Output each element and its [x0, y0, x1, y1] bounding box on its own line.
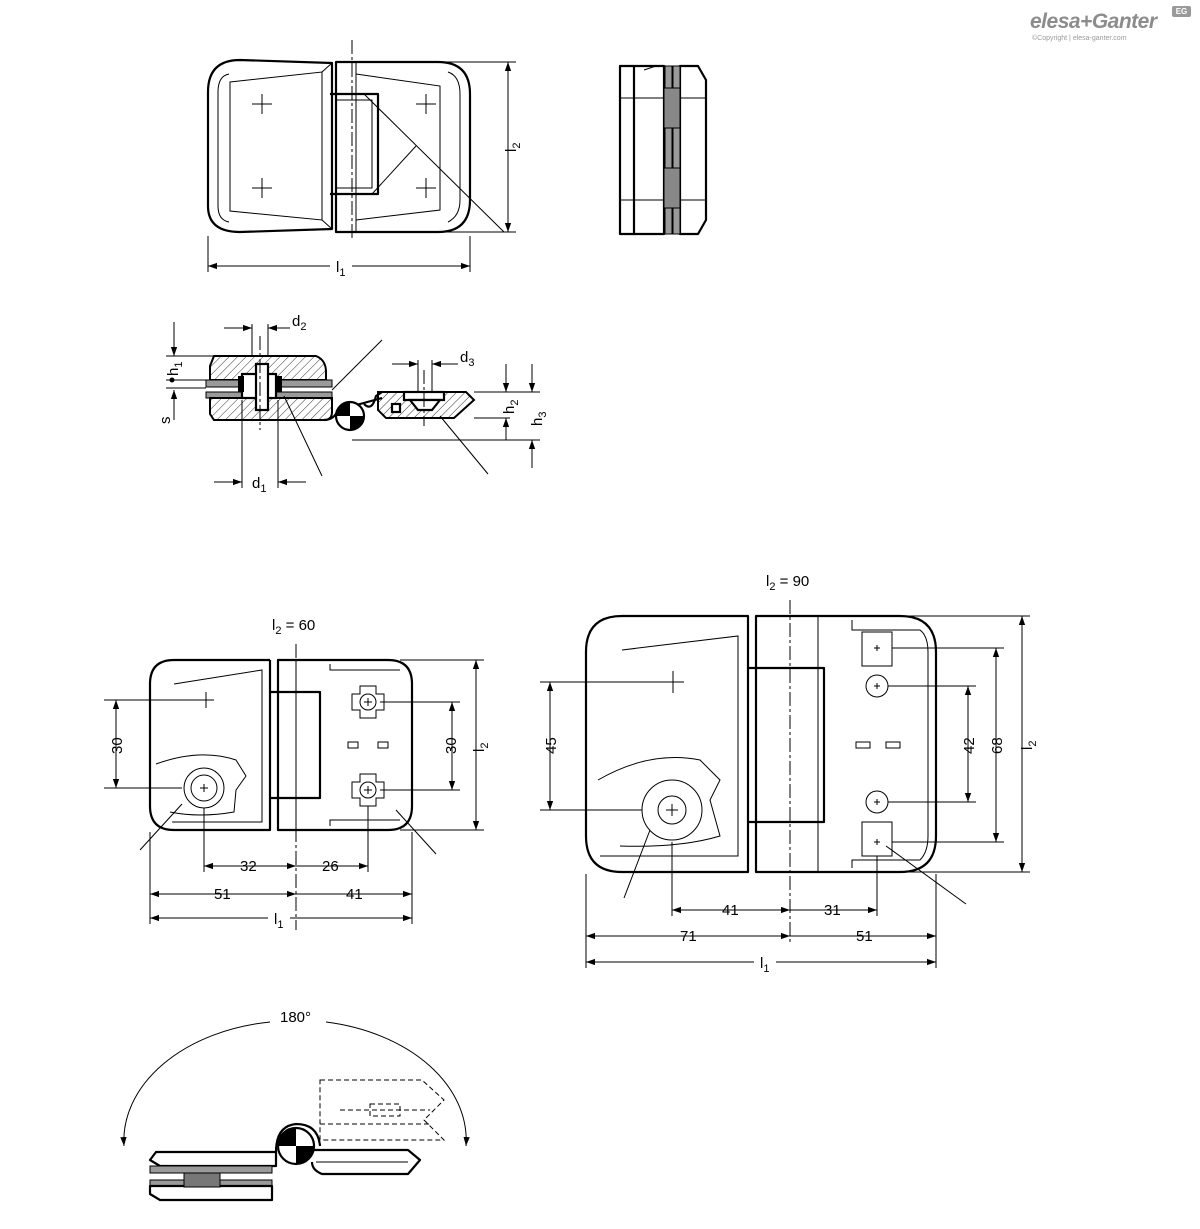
- large-title: $l_2 = 90$: [766, 573, 810, 593]
- angle-label: 180°: [280, 1009, 312, 1026]
- side-view-hinge: [620, 66, 706, 234]
- rotation-view: [124, 1009, 466, 1200]
- large-31: 31: [824, 902, 841, 919]
- d2-label: $d_2$: [292, 313, 307, 333]
- h3-label: $h_3$: [529, 411, 549, 426]
- large-41: 41: [722, 902, 739, 919]
- large-45: 45: [543, 737, 560, 754]
- crosshair-marks: [252, 94, 436, 198]
- small-l2-label: $l_2$: [471, 742, 491, 752]
- small-title: $l_2 = 60$: [272, 617, 316, 637]
- d1-label: $d_1$: [252, 475, 267, 495]
- large-l2-label: $l_2$: [1019, 740, 1039, 750]
- large-71: 71: [680, 928, 697, 945]
- copyright-text: ©Copyright | elesa-ganter.com: [1032, 35, 1127, 42]
- large-42: 42: [961, 737, 978, 754]
- top-l2-label: $l_2$: [503, 142, 523, 152]
- small-51: 51: [214, 886, 231, 903]
- h1-label: $h_1$: [165, 361, 185, 376]
- small-30-right: 30: [443, 737, 460, 754]
- small-30-left: 30: [109, 737, 126, 754]
- section-view-hinge: [157, 313, 549, 495]
- brand-name: elesa+Ganter: [1030, 10, 1157, 33]
- top-l1-label: $l_1$: [336, 259, 346, 279]
- small-hinge-l2-60: [104, 617, 491, 931]
- s-label: s: [157, 416, 174, 424]
- top-view-hinge: [208, 40, 523, 279]
- small-32: 32: [240, 858, 257, 875]
- small-26: 26: [322, 858, 339, 875]
- large-51: 51: [856, 928, 873, 945]
- large-hinge-l2-90: [540, 573, 1039, 975]
- h2-label: $h_2$: [501, 399, 521, 414]
- large-l1-label: $l_1$: [760, 955, 770, 975]
- small-l1-label: $l_1$: [274, 911, 284, 931]
- eg-badge: EG: [1172, 6, 1191, 17]
- small-41: 41: [346, 886, 363, 903]
- d3-label: $d_3$: [460, 349, 475, 369]
- large-68: 68: [989, 737, 1006, 754]
